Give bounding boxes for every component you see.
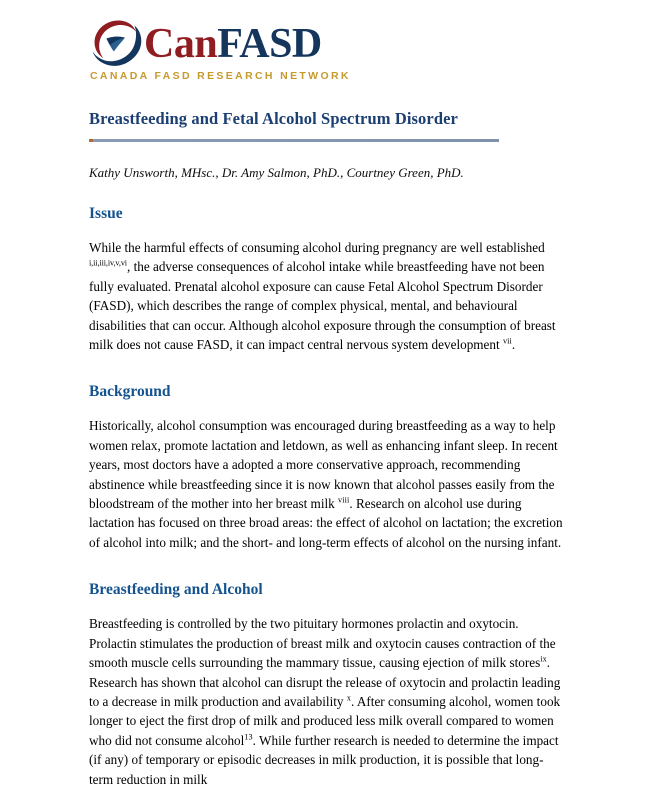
author-byline: Kathy Unsworth, MHsc., Dr. Amy Salmon, PhD., Courtney Green, PhD. xyxy=(89,165,464,180)
citation-marker: i,ii,iii,iv,v,vi xyxy=(89,259,127,269)
bfa-text-4: . While further research is needed to determine the impact (if any) of temporary or episodic decreases in milk production, it is possible that long-term reduction in milk xyxy=(89,732,559,787)
citation-marker: 13 xyxy=(244,732,253,742)
bfa-text-3: . After consuming alcohol, women took longer to eject the first drop of milk and produced less milk overall compared to women who did not consume alcohol xyxy=(89,693,561,748)
canfasd-swoosh-icon xyxy=(88,18,146,70)
document-content xyxy=(89,108,564,789)
section-heading-issue: Issue xyxy=(89,205,123,222)
issue-text-1: While the harmful effects of consuming alcohol during pregnancy are well established xyxy=(89,240,545,255)
logo-row xyxy=(88,18,333,70)
citation-marker: viii xyxy=(338,495,350,505)
page-title: Breastfeeding and Fetal Alcohol Spectrum Disorder xyxy=(89,109,458,128)
issue-text-2: , the adverse consequences of alcohol intake while breastfeeding have not been fully evaluated. Prenatal alcohol exposure can cause Fetal Alcohol Spectrum Disorder (FASD), which describes the range of complex physical, mental, and behavioural disabilities that can occur. Although alcohol exposure through the consumption of breast milk does not cause FASD, it can impact central nervous system development xyxy=(89,259,556,353)
issue-text-3: . xyxy=(511,337,516,353)
citation-marker: x xyxy=(346,693,351,703)
logo-wordmark xyxy=(144,21,322,67)
section-paragraph-background xyxy=(89,416,564,552)
bfa-text-1: Breastfeeding is controlled by the two pituitary hormones prolactin and oxytocin. Prolactin stimulates the production of breast milk and oxytocin causes contraction of the smooth muscle cells surrounding the mammary tissue, causing ejection of milk stores xyxy=(89,616,556,671)
canfasd-logo xyxy=(88,18,351,84)
logo-wordmark-fasd: FASD xyxy=(217,21,322,67)
logo-tagline: CANADA FASD RESEARCH NETWORK xyxy=(90,70,351,82)
bfa-text-2: . Research has shown that alcohol can disrupt the release of oxytocin and prolactin leading to a decrease in milk production and availability xyxy=(89,655,561,709)
logo-wordmark-can: Can xyxy=(144,21,218,67)
title-divider xyxy=(89,139,499,142)
section-heading-background: Background xyxy=(89,383,171,401)
citation-marker: ix xyxy=(540,654,547,664)
background-text-2: . Research on alcohol use during lactation has focused on three broad areas: the effect of alcohol on lactation; the excretion of alcohol into milk; and the short- and long-term effects of alcohol on the nursing infant. xyxy=(89,496,563,550)
section-paragraph-issue xyxy=(89,238,564,354)
background-text-1: Historically, alcohol consumption was encouraged during breastfeeding as a way to help women relax, promote lactation and letdown, as well as enhancing infant sleep. In recent years, most doctors have a adopted a more conservative approach, recommending abstinence while breastfeeding since it is now known that alcohol passes easily from the bloodstream of the mother into her breast milk xyxy=(89,418,558,512)
section-heading-breastfeeding-and-alcohol: Breastfeeding and Alcohol xyxy=(89,581,263,599)
citation-marker: vii xyxy=(502,336,512,346)
section-paragraph-breastfeeding-and-alcohol xyxy=(89,614,564,789)
